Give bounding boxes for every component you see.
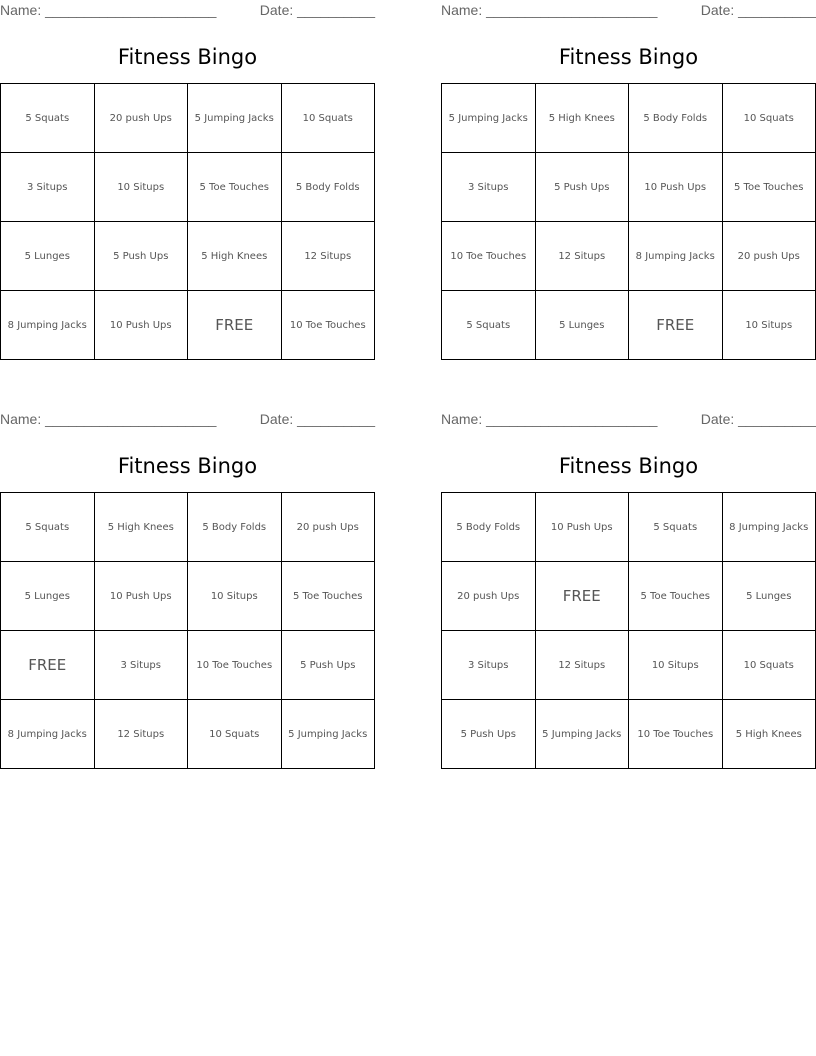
bingo-cell: 5 Squats	[1, 493, 95, 562]
bingo-cell: 5 Push Ups	[281, 631, 375, 700]
bingo-grid	[0, 83, 375, 360]
bingo-cell: 5 Squats	[629, 493, 723, 562]
bingo-cell: 5 Lunges	[1, 562, 95, 631]
bingo-cell: 5 Squats	[442, 291, 536, 360]
bingo-cell: 10 Toe Touches	[629, 700, 723, 769]
bingo-cell: 5 Toe Touches	[188, 153, 282, 222]
grid-row	[442, 562, 816, 631]
bingo-cell: 5 High Knees	[94, 493, 188, 562]
grid-row	[1, 153, 375, 222]
bingo-cell: 3 Situps	[442, 153, 536, 222]
bingo-cell: 8 Jumping Jacks	[629, 222, 723, 291]
card-title: Fitness Bingo	[558, 45, 699, 69]
bingo-cell: 8 Jumping Jacks	[722, 493, 816, 562]
bingo-cell: 5 Body Folds	[442, 493, 536, 562]
card-title: Fitness Bingo	[558, 454, 699, 478]
grid-row	[1, 84, 375, 153]
bingo-card	[0, 2, 375, 360]
grid-row	[1, 562, 375, 631]
grid-row	[442, 84, 816, 153]
bingo-cell: 10 Toe Touches	[188, 631, 282, 700]
card-title: Fitness Bingo	[117, 454, 258, 478]
bingo-cell: 20 push Ups	[442, 562, 536, 631]
card-header	[441, 411, 816, 429]
grid-row	[1, 700, 375, 769]
bingo-card	[0, 411, 375, 769]
grid-row	[1, 631, 375, 700]
bingo-cell: 10 Toe Touches	[442, 222, 536, 291]
bingo-cell: 5 Push Ups	[94, 222, 188, 291]
bingo-cell: 5 Lunges	[1, 222, 95, 291]
name-field: Name: ______________________	[441, 411, 658, 427]
grid-row	[442, 631, 816, 700]
bingo-cell: 5 Jumping Jacks	[535, 700, 629, 769]
bingo-card	[441, 2, 816, 360]
bingo-cell: 12 Situps	[535, 631, 629, 700]
bingo-cell: 3 Situps	[94, 631, 188, 700]
grid-row	[442, 153, 816, 222]
card-header	[441, 2, 816, 20]
bingo-cell: 5 Toe Touches	[281, 562, 375, 631]
bingo-grid	[441, 492, 816, 769]
name-field: Name: ______________________	[0, 2, 217, 18]
bingo-cell: 8 Jumping Jacks	[1, 291, 95, 360]
bingo-cell: 10 Push Ups	[94, 291, 188, 360]
bingo-cell: 5 Jumping Jacks	[188, 84, 282, 153]
free-cell: FREE	[188, 291, 282, 360]
free-cell: FREE	[1, 631, 95, 700]
bingo-cell: 3 Situps	[1, 153, 95, 222]
bingo-cell: 5 Body Folds	[629, 84, 723, 153]
bingo-cell: 20 push Ups	[722, 222, 816, 291]
grid-row	[442, 700, 816, 769]
free-cell: FREE	[535, 562, 629, 631]
bingo-cell: 5 Push Ups	[442, 700, 536, 769]
free-cell: FREE	[629, 291, 723, 360]
bingo-cell: 10 Squats	[188, 700, 282, 769]
bingo-cell: 5 Push Ups	[535, 153, 629, 222]
grid-row	[1, 291, 375, 360]
bingo-cell: 5 Toe Touches	[629, 562, 723, 631]
bingo-cell: 10 Squats	[722, 84, 816, 153]
bingo-cell: 10 Situps	[722, 291, 816, 360]
bingo-cell: 5 Lunges	[535, 291, 629, 360]
bingo-cell: 12 Situps	[281, 222, 375, 291]
bingo-cell: 5 Squats	[1, 84, 95, 153]
bingo-cell: 5 High Knees	[188, 222, 282, 291]
bingo-cell: 5 High Knees	[722, 700, 816, 769]
bingo-cell: 12 Situps	[535, 222, 629, 291]
card-title: Fitness Bingo	[117, 45, 258, 69]
bingo-cell: 5 Body Folds	[281, 153, 375, 222]
bingo-cell: 10 Push Ups	[94, 562, 188, 631]
card-header	[0, 2, 375, 20]
bingo-cell: 10 Situps	[94, 153, 188, 222]
date-field: Date: __________	[259, 2, 375, 18]
grid-row	[442, 493, 816, 562]
date-field: Date: __________	[700, 2, 816, 18]
card-header	[0, 411, 375, 429]
bingo-cell: 10 Situps	[188, 562, 282, 631]
bingo-cell: 5 High Knees	[535, 84, 629, 153]
grid-row	[1, 493, 375, 562]
bingo-cell: 10 Toe Touches	[281, 291, 375, 360]
bingo-cell: 3 Situps	[442, 631, 536, 700]
date-field: Date: __________	[700, 411, 816, 427]
bingo-cell: 5 Jumping Jacks	[281, 700, 375, 769]
name-field: Name: ______________________	[441, 2, 658, 18]
bingo-cell: 10 Squats	[281, 84, 375, 153]
grid-row	[442, 291, 816, 360]
grid-row	[442, 222, 816, 291]
bingo-grid	[0, 492, 375, 769]
bingo-cell: 5 Toe Touches	[722, 153, 816, 222]
bingo-cell: 10 Push Ups	[629, 153, 723, 222]
bingo-cell: 5 Body Folds	[188, 493, 282, 562]
bingo-card	[441, 411, 816, 769]
bingo-cell: 20 push Ups	[94, 84, 188, 153]
bingo-cell: 5 Jumping Jacks	[442, 84, 536, 153]
bingo-cell: 20 push Ups	[281, 493, 375, 562]
date-field: Date: __________	[259, 411, 375, 427]
bingo-cell: 5 Lunges	[722, 562, 816, 631]
bingo-grid	[441, 83, 816, 360]
bingo-cell: 12 Situps	[94, 700, 188, 769]
grid-row	[1, 222, 375, 291]
bingo-cell: 10 Squats	[722, 631, 816, 700]
bingo-cell: 8 Jumping Jacks	[1, 700, 95, 769]
bingo-cell: 10 Push Ups	[535, 493, 629, 562]
name-field: Name: ______________________	[0, 411, 217, 427]
bingo-cell: 10 Situps	[629, 631, 723, 700]
